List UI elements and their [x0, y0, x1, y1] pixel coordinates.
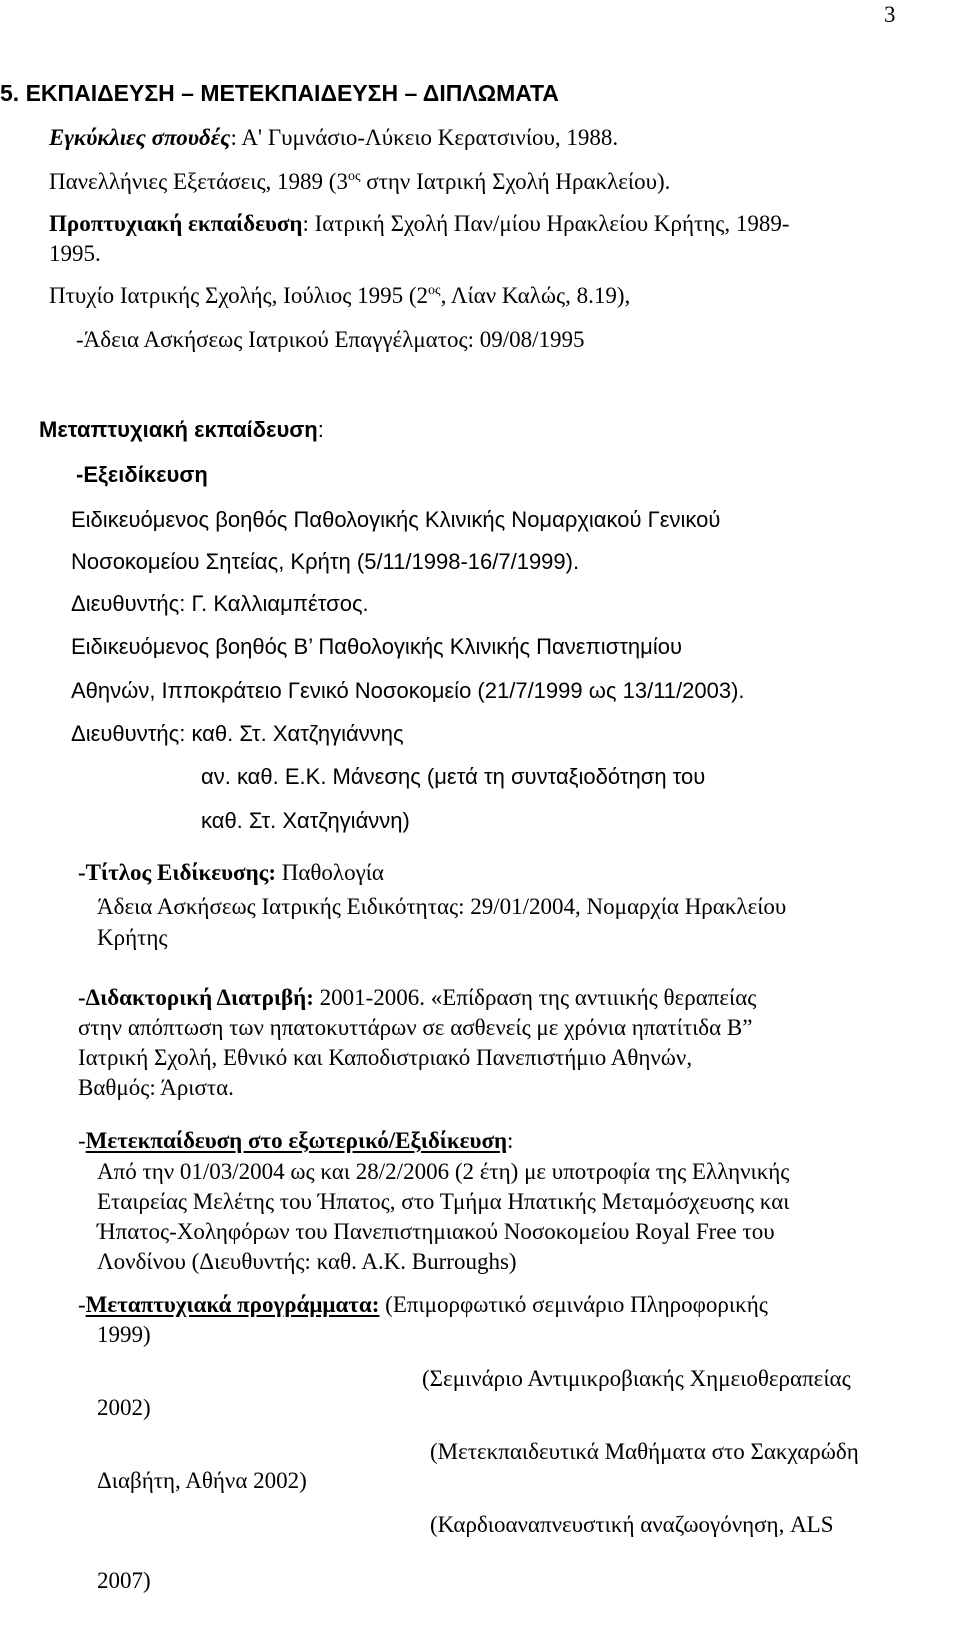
programs-label: Μεταπτυχιακά προγράμματα: [85, 1292, 380, 1317]
exams-line [49, 169, 670, 195]
program-2-second: 2002) [97, 1395, 151, 1420]
section-heading: 5. ΕΚΠΑΙΔΕΥΣΗ – ΜΕΤΕΚΠΑΙΔΕΥΣΗ – ΔΙΠΛΩΜΑΤΑ [0, 80, 559, 106]
license-line: -Άδεια Ασκήσεως Ιατρικού Επαγγέλματος: 09/08/1995 [76, 327, 585, 352]
specialty-license-line-1: Άδεια Ασκήσεως Ιατρικής Ειδικότητας: 29/01/2004, Νομαρχία Ηρακλείου [97, 894, 787, 919]
postgrad-line-3: Διευθυντής: Γ. Καλλιαμπέτσος. [71, 591, 369, 616]
postgrad-line-1: Ειδικευόμενος βοηθός Παθολογικής Κλινικής Νομαρχιακού Γενικού [71, 507, 721, 532]
postgrad-line-7: αν. καθ. Ε.Κ. Μάνεσης (μετά τη συνταξιοδότηση του [201, 764, 706, 789]
degree-sup: ος [428, 283, 441, 298]
postgrad-line-6: Διευθυντής: καθ. Στ. Χατζηγιάννης [71, 721, 404, 746]
abroad-line-4: Λονδίνου (Διευθυντής: καθ. Α.Κ. Burroughs) [97, 1249, 517, 1274]
thesis-line-1 [78, 985, 756, 1011]
school-text: : Α' Γυμνάσιο-Λύκειο Κερατσινίου, 1988. [230, 125, 619, 150]
thesis-text-1: 2001-2006. «Επίδραση της αντιιικής θεραπείας [313, 985, 757, 1010]
undergrad-year-end: 1995. [49, 241, 101, 266]
undergrad-label: Προπτυχιακή εκπαίδευση [49, 211, 303, 236]
exams-sup: ος [347, 169, 361, 184]
degree-text-b: , Λίαν Καλώς, 8.19), [440, 283, 631, 308]
postgrad-line-4: Ειδικευόμενος βοηθός Β’ Παθολογικής Κλινικής Πανεπιστημίου [71, 634, 682, 659]
postgrad-line-5: Αθηνών, Ιπποκράτειο Γενικό Νοσοκομείο (21/7/1999 ως 13/11/2003). [71, 678, 745, 703]
page-number: 3 [884, 2, 896, 27]
abroad-heading [78, 1128, 513, 1154]
exams-text-b: στην Ιατρική Σχολή Ηρακλείου). [360, 169, 671, 194]
specialty-line [78, 860, 384, 886]
abroad-line-3: Ήπατος-Χοληφόρων του Πανεπιστημιακού Νοσοκομείου Royal Free του [97, 1219, 775, 1244]
specialization-label: -Εξειδίκευση [76, 462, 208, 487]
abroad-colon: : [507, 1128, 514, 1153]
undergrad-text: : Ιατρική Σχολή Παν/μίου Ηρακλείου Κρήτης, 1989- [302, 211, 790, 236]
school-label: Εγκύκλιες σπουδές [49, 125, 231, 150]
thesis-line-3: Ιατρική Σχολή, Εθνικό και Καποδιστριακό Πανεπιστήμιο Αθηνών, [78, 1045, 693, 1070]
exams-text-a: Πανελλήνιες Εξετάσεις, 1989 (3 [49, 169, 348, 194]
abroad-dash: - [78, 1128, 86, 1153]
undergrad-line [49, 211, 790, 237]
postgrad-line-8: καθ. Στ. Χατζηγιάννη) [201, 808, 410, 833]
thesis-line-2: στην απόπτωση των ηπατοκυττάρων σε ασθενείς με χρόνια ηπατίτιδα Β” [78, 1015, 753, 1040]
degree-text-a: Πτυχίο Ιατρικής Σχολής, Ιούλιος 1995 (2 [49, 283, 429, 308]
postgrad-title-colon: : [317, 417, 324, 442]
specialty-license-line-2: Κρήτης [97, 925, 168, 950]
program-4-second: 2007) [97, 1568, 151, 1593]
thesis-label: -Διδακτορική Διατριβή: [78, 985, 314, 1010]
postgrad-title [39, 417, 324, 442]
programs-line-1 [78, 1292, 768, 1318]
programs-dash: - [78, 1292, 86, 1317]
abroad-label: Μετεκπαίδευση στο εξωτερικό/Εξιδίκευση [85, 1128, 508, 1153]
program-1-second: 1999) [97, 1322, 151, 1347]
program-2-first: (Σεμινάριο Αντιμικροβιακής Χημειοθεραπείας [422, 1366, 851, 1391]
program-3-second: Διαβήτη, Αθήνα 2002) [97, 1468, 307, 1493]
postgrad-line-2: Νοσοκομείου Σητείας, Κρήτη (5/11/1998-16/7/1999). [71, 549, 580, 574]
specialty-value: Παθολογία [276, 860, 384, 885]
specialty-label: -Τίτλος Ειδίκευσης: [78, 860, 276, 885]
program-3-first: (Μετεκπαιδευτικά Μαθήματα στο Σακχαρώδη [430, 1439, 859, 1464]
degree-line [49, 283, 630, 309]
postgrad-title-text: Μεταπτυχιακή εκπαίδευση [39, 417, 318, 442]
program-4-first: (Καρδιοαναπνευστική αναζωογόνηση, ALS [430, 1512, 834, 1537]
abroad-line-2: Εταιρείας Μελέτης του Ήπατος, στο Τμήμα Ηπατικής Μεταμόσχευσης και [97, 1189, 790, 1214]
school-line [49, 125, 618, 151]
program-1-first: (Επιμορφωτικό σεμινάριο Πληροφορικής [379, 1292, 768, 1317]
abroad-line-1: Από την 01/03/2004 ως και 28/2/2006 (2 έτη) με υποτροφία της Ελληνικής [97, 1159, 790, 1184]
thesis-line-4: Βαθμός: Άριστα. [78, 1075, 234, 1100]
